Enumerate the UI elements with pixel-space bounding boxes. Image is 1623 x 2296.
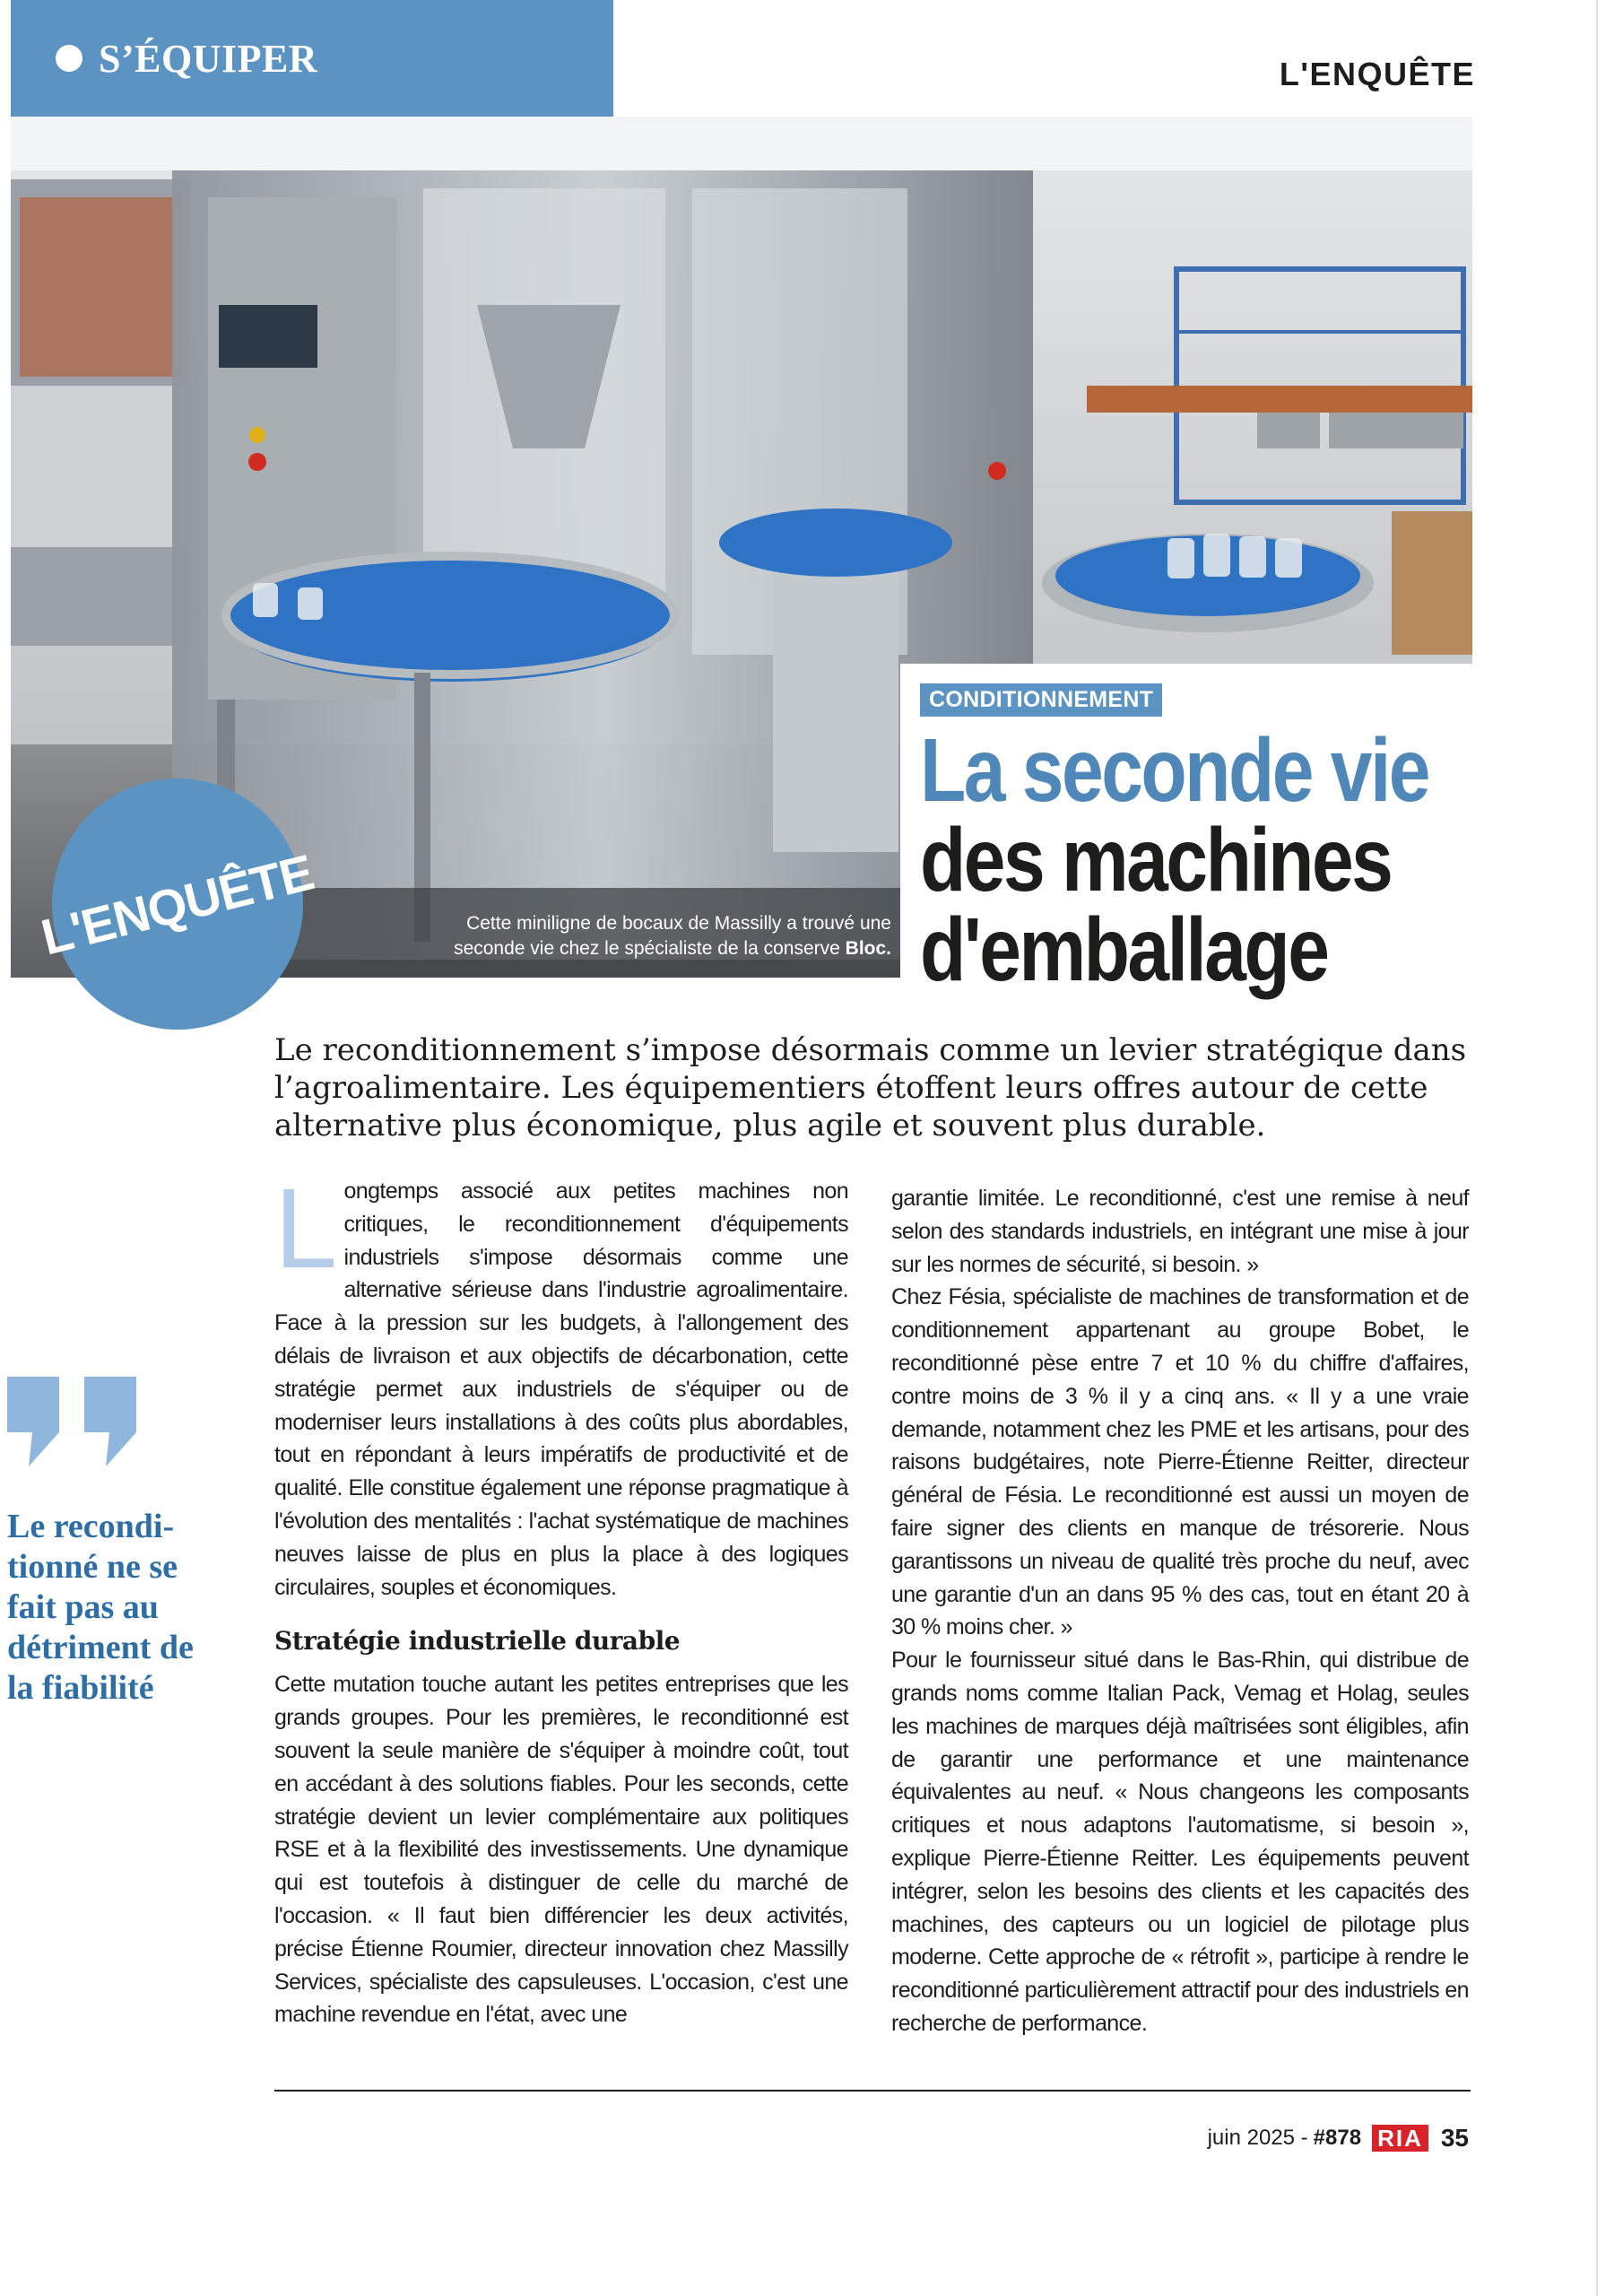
- pull-quote-line-3: fait pas au: [7, 1588, 159, 1626]
- photo-caption: [407, 911, 891, 961]
- body-paragraph: Cette mutation touche autant les petites entreprises que les grands groupes. Pour les premières, le reconditionné est souvent la seule manière de s'équiper à moindre coût, tout en accédant à des solutions fiables. Pour les seconds, cette stratégie devient un levier complémentaire aux politiques RSE et à la flexibilité des investissements. Une dynamique qui est toutefois à distinguer de celle du marché de l'occasion. « Il faut bien différencier les deux activités, précise Étienne Roumier, directeur innovation chez Massilly Services, spécialiste des capsuleuses. L'occasion, c'est une machine revendue en l'état, avec une: [274, 1672, 848, 2028]
- caption-line-2: [407, 936, 891, 961]
- body-paragraph: Longtemps associé aux petites machines non critiques, le reconditionnement d'équipements industriels s'impose désormais comme une alternative sérieuse dans l'industrie agroalimentaire. Face à la pression sur les budgets, à l'allongement des délais de livraison et aux objectifs de décarbonation, cette stratégie permet aux industriels de s'équiper ou de moderniser leurs installations à des coûts plus abordables, tout en répondant à leurs impératifs de productivité et de qualité. Elle constitue également une réponse pragmatique à l'évolution des mentalités : l'achat systématique de machines neuves laisse de plus en plus la place à des logiques circulaires, souples et économiques.: [274, 1165, 848, 1600]
- section-label: S’ÉQUIPER: [99, 36, 318, 81]
- issue-date: juin 2025 -: [1207, 2126, 1308, 2150]
- body-paragraph: Pour le fournisseur situé dans le Bas-Rhin, qui distribue de grands noms comme Italian Pack, Vemag et Holag, seules les machines de marques déjà maîtrisées sont éligibles, afin de garantir une performance et une maintenance équivalentes au neuf. « Nous changeons les composants critiques et nous adaptons l'automatisme, si besoin », explique Pierre-Étienne Reitter. Les équipements peuvent intégrer, selon les besoins des clients et les capacités des machines, des capteurs ou un logiciel de pilotage plus moderne. Cette approche de « rétrofit », participe à rendre le reconditionné particulièrement attractif pour des industriels en recherche de performance.: [891, 1648, 1469, 2036]
- footer-rule: [274, 2090, 1471, 2092]
- page-footer: [1208, 2124, 1469, 2152]
- title-line-3: d'emballage: [920, 900, 1328, 1000]
- title-line-1: La seconde vie: [920, 720, 1428, 821]
- bullet-icon: [56, 45, 82, 72]
- pull-quote-line-1: Le recondi-: [7, 1508, 175, 1545]
- body-column-left: [274, 1165, 848, 2031]
- enquete-badge: [36, 778, 319, 1030]
- pull-quote-line-4: détriment de: [7, 1629, 194, 1666]
- pull-quote-line-2: tionné ne se: [7, 1548, 178, 1586]
- badge-label: L'ENQUÊTE: [36, 843, 319, 965]
- title-line-2: des machines: [920, 810, 1392, 910]
- caption-line-1: Cette miniligne de bocaux de Massilly a trouvé une: [466, 913, 891, 934]
- body-paragraph: garantie limitée. Le reconditionné, c'est une remise à neuf selon des standards industriels, en intégrant une mise à jour sur les normes de sécurité, si besoin. »: [891, 1186, 1469, 1277]
- pull-quote-line-5: la fiabilité: [7, 1669, 154, 1707]
- body-paragraph: Chez Fésia, spécialiste de machines de transformation et de conditionnement appartenant au groupe Bobet, le reconditionné pèse entre 7 et 10 % du chiffre d'affaires, contre moins de 3 % il y a cinq ans. « Il y a une vraie demande, notamment chez les PME et les artisans, pour des raisons budgétaires, note Pierre-Étienne Reitter, directeur général de Fésia. Le reconditionné est aussi un moyen de faire signer des clients en manque de trésorerie. Nous garantissons un niveau de qualité très proche du neuf, avec une garantie d'un an dans 95 % des cas, tout en étant 20 à 30 % moins cher. »: [891, 1284, 1469, 1640]
- kicker: CONDITIONNEMENT: [920, 683, 1162, 717]
- scan-edge: [1596, 0, 1598, 2296]
- section-tab: [11, 0, 613, 117]
- caption-brand: Bloc.: [845, 938, 891, 959]
- rubric-label: L'ENQUÊTE: [1279, 56, 1475, 92]
- subheading: Stratégie industrielle durable: [274, 1626, 681, 1657]
- magazine-logo: RIA: [1372, 2125, 1428, 2152]
- title-box: [900, 664, 1472, 1000]
- quote-marks-icon: [7, 1377, 142, 1466]
- pull-quote: [7, 1507, 222, 1709]
- body-column-right: [891, 1182, 1469, 2040]
- page-number: 35: [1440, 2124, 1469, 2152]
- caption-line-2-text: seconde vie chez le spécialiste de la conserve: [454, 938, 846, 959]
- lead-paragraph: Le reconditionnement s’impose désormais comme un levier stratégique dans l’agroalimentaire. Les équipementiers étoffent leurs offres autour de cette alternative plus économique, plus agile et souvent plus durable.: [274, 1032, 1467, 1144]
- issue-number: #878: [1313, 2126, 1362, 2150]
